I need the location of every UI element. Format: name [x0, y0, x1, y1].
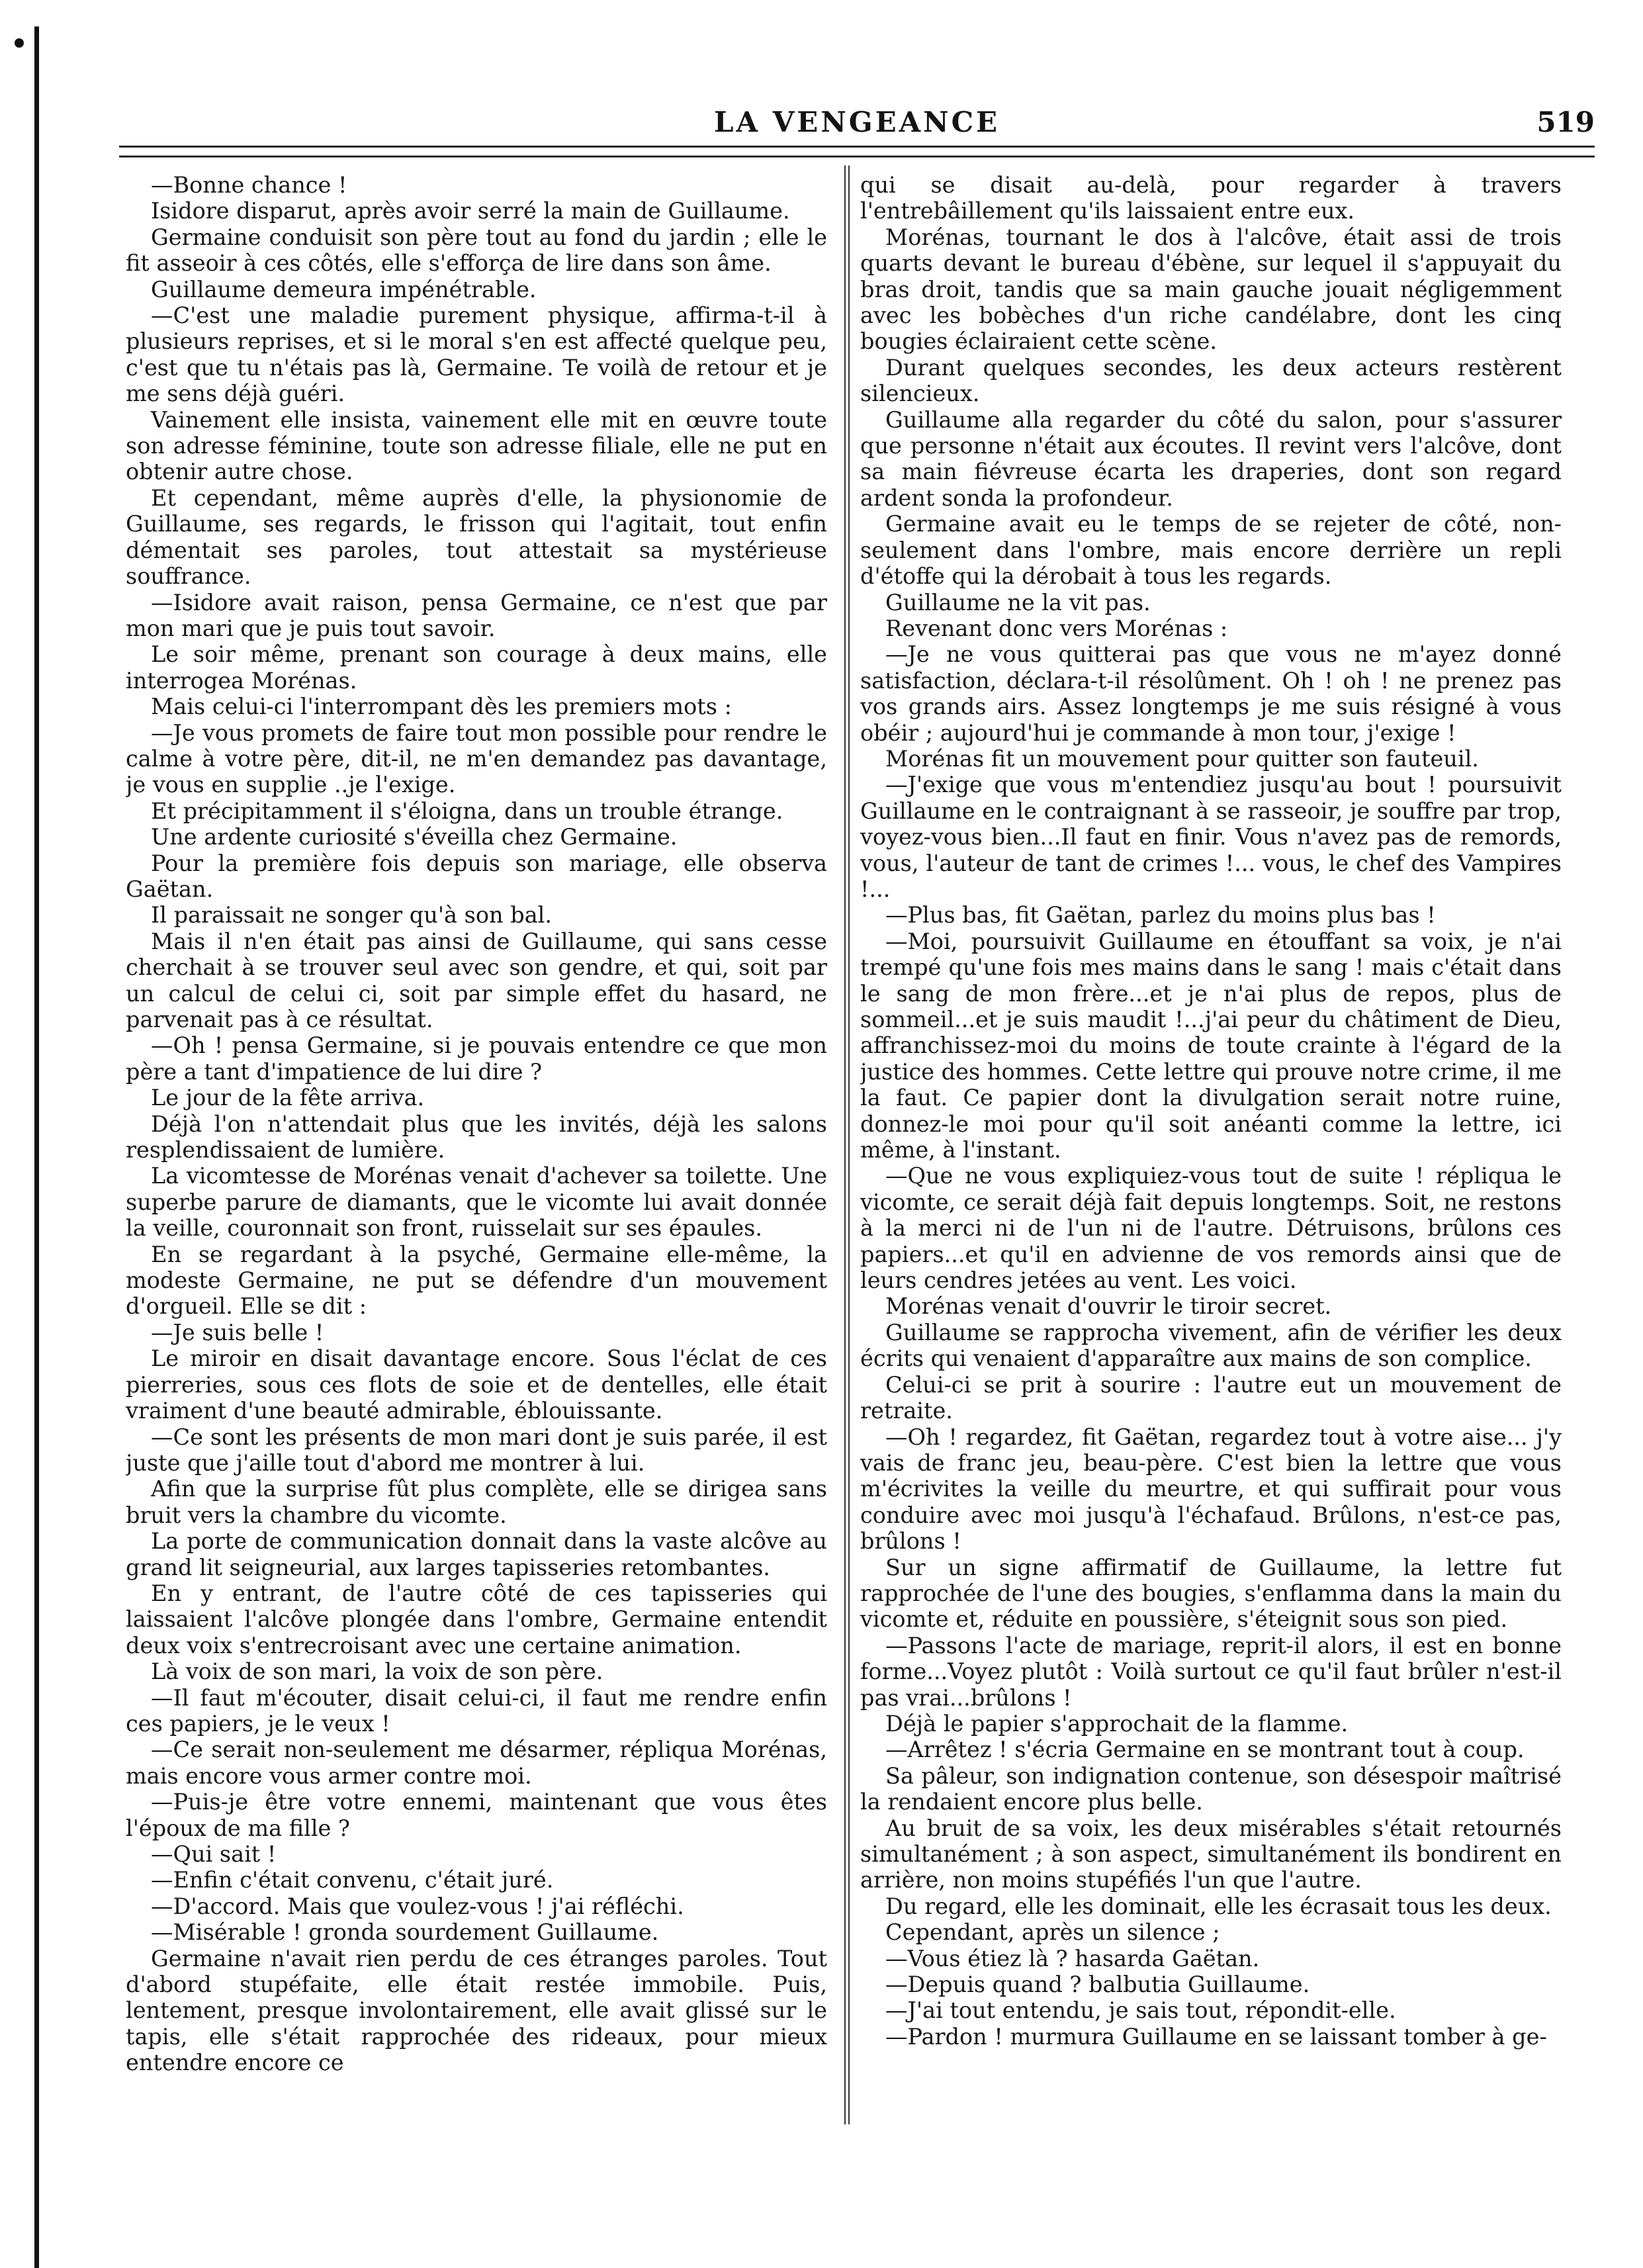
paragraph: Là voix de son mari, la voix de son père. — [151, 1658, 603, 1685]
paragraph: Guillaume se rapprocha vivement, afin de vérifier les deux écrits qui venaient d'apparaître aux mains de son complice. — [860, 1319, 1562, 1372]
paragraph: —Plus bas, fit Gaëtan, parlez du moins plus bas ! — [885, 902, 1436, 929]
paragraph: Au bruit de sa voix, les deux misérables s'était retournés simultanément ; à son aspect, simultanément ils bondirent en arrière, non moins stupéfiés l'un que l'autre. — [860, 1815, 1562, 1893]
paragraph: —Je suis belle ! — [151, 1319, 324, 1345]
paragraph: Déjà l'on n'attendait plus que les invités, déjà les salons resplendissaient de lumière. — [126, 1111, 827, 1163]
paragraph: —Je vous promets de faire tout mon possible pour rendre le calme à votre père, dit-il, ne m'en demandez pas davantage, je vous en supplie ..je l'exige. — [126, 719, 827, 798]
paragraph: —Oh ! regardez, fit Gaëtan, regardez tout à votre aise... j'y vais de franc jeu, beau-père. C'est bien la lettre que vous m'écrivites la veille du meurtre, et qui suffirait pour vous conduire avec moi jusqu'à l'échafaud. Brûlons, n'est-ce pas, brûlons ! — [860, 1424, 1562, 1555]
paragraph: —Passons l'acte de mariage, reprit-il alors, il est en bonne forme...Voyez plutôt : Voilà surtout ce qu'il faut brûler n'est-il pas vrai...brûlons ! — [860, 1632, 1562, 1711]
paragraph: —Je ne vous quitterai pas que vous ne m'ayez donné satisfaction, déclara-t-il résolûment. Oh ! oh ! ne prenez pas vos grands airs. Assez longtemps je me suis résigné à vous obéir ; aujourd'hui je commande à mon tour, j'exige ! — [860, 641, 1562, 746]
paragraph: —Qui sait ! — [151, 1841, 277, 1867]
paragraph: Mais il n'en était pas ainsi de Guillaume, qui sans cesse cherchait à se trouver seul avec son gendre, et qui, soit par un calcul de celui ci, soit par simple effet du hasard, ne parvenait pas à ce résultat. — [126, 928, 827, 1032]
paragraph: La vicomtesse de Morénas venait d'achever sa toilette. Une superbe parure de diamants, que le vicomte lui avait donnée la veille, couronnait son front, ruisselait sur ses épaules. — [126, 1163, 827, 1242]
paragraph: Une ardente curiosité s'éveilla chez Germaine. — [151, 824, 678, 850]
page-number: 519 — [1536, 106, 1595, 138]
binding-edge — [34, 26, 39, 2268]
paragraph: Guillaume ne la vit pas. — [885, 589, 1151, 615]
paragraph: Sur un signe affirmatif de Guillaume, la lettre fut rapprochée de l'une des bougies, s'enflamma dans la main du vicomte et, réduite en poussière, s'éteignit sous son pied. — [860, 1554, 1562, 1633]
paragraph: —Depuis quand ? balbutia Guillaume. — [885, 1972, 1310, 1998]
paragraph: —Enfin c'était convenu, c'était juré. — [151, 1867, 554, 1893]
paragraph: qui se disait au-delà, pour regarder à travers l'entrebâillement qu'ils laissaient entre eux. — [860, 172, 1562, 224]
paragraph: Mais celui-ci l'interrompant dès les premiers mots : — [151, 694, 732, 720]
paragraph: Il paraissait ne songer qu'à son bal. — [151, 902, 553, 929]
column-divider — [844, 165, 846, 2124]
paragraph: Isidore disparut, après avoir serré la main de Guillaume. — [151, 198, 790, 224]
paragraph: —Puis-je être votre ennemi, maintenant que vous êtes l'époux de ma fille ? — [126, 1789, 827, 1841]
paragraph: —Que ne vous expliquiez-vous tout de suite ! répliqua le vicomte, ce serait déjà fait depuis longtemps. Soit, ne restons à la merci ni de l'un ni de l'autre. Détruisons, brûlons ces papiers...et qu'il en advienne de vos remords ainsi que de leurs cendres jetées au vent. Les voici. — [860, 1163, 1562, 1294]
paragraph: Germaine avait eu le temps de se rejeter de côté, non-seulement dans l'ombre, mais encore derrière un repli d'étoffe qui la dérobait à tous les regards. — [860, 511, 1562, 590]
paragraph: Durant quelques secondes, les deux acteurs restèrent silencieux. — [860, 354, 1562, 407]
left-column — [126, 172, 827, 2244]
paragraph: Morénas fit un mouvement pour quitter son fauteuil. — [885, 745, 1479, 772]
paragraph: Revenant donc vers Morénas : — [885, 615, 1228, 641]
paragraph: —J'ai tout entendu, je sais tout, répondit-elle. — [885, 1997, 1396, 2024]
paragraph: Germaine n'avait rien perdu de ces étranges paroles. Tout d'abord stupéfaite, elle était restée immobile. Puis, lentement, presque involontairement, elle avait glissé sur le tapis, elle s'était rapprochée des rideaux, pour mieux entendre encore ce — [126, 1945, 827, 2076]
paragraph: —Ce sont les présents de mon mari dont je suis parée, il est juste que j'aille tout d'abord me montrer à lui. — [126, 1424, 827, 1476]
paragraph: La porte de communication donnait dans la vaste alcôve au grand lit seigneurial, aux larges tapisseries retombantes. — [126, 1528, 827, 1580]
paragraph: —Il faut m'écouter, disait celui-ci, il faut me rendre enfin ces papiers, je le veux ! — [126, 1684, 827, 1737]
paragraph: —Misérable ! gronda sourdement Guillaume. — [151, 1919, 659, 1946]
paragraph: Guillaume alla regarder du côté du salon, pour s'assurer que personne n'était aux écoutes. Il revint vers l'alcôve, dont sa main fiévreuse écarta les draperies, dont son regard ardent sonda la profondeur. — [860, 406, 1562, 511]
paragraph: Cependant, après un silence ; — [885, 1919, 1220, 1946]
paragraph: Germaine conduisit son père tout au fond du jardin ; elle le fit asseoir à ces côtés, elle s'efforça de lire dans son âme. — [126, 224, 827, 277]
paragraph: —Ce serait non-seulement me désarmer, répliqua Morénas, mais encore vous armer contre moi. — [126, 1737, 827, 1789]
paragraph: —Moi, poursuivit Guillaume en étouffant sa voix, je n'ai trempé qu'une fois mes mains dans le sang ! mais c'était dans le sang de mon frère...et je n'ai plus de repos, plus de sommeil...et je suis maudit !...j'ai peur du châtiment de Dieu, affranchissez-moi du moins de toute crainte à l'égard de la justice des hommes. Cette lettre qui prouve notre crime, il me la faut. Ce papier dont la divulgation serait notre ruine, donnez-le moi pour qu'il soit anéanti comme la lettre, ici même, à l'instant. — [860, 928, 1562, 1163]
paragraph: —Oh ! pensa Germaine, si je pouvais entendre ce que mon père a tant d'impatience de lui dire ? — [126, 1032, 827, 1085]
paragraph: Pour la première fois depuis son mariage, elle observa Gaëtan. — [126, 850, 827, 902]
paragraph: Vainement elle insista, vainement elle mit en œuvre toute son adresse féminine, toute son adresse filiale, elle ne put en obtenir autre chose. — [126, 406, 827, 485]
paragraph: Morénas venait d'ouvrir le tiroir secret. — [885, 1293, 1332, 1320]
running-title: LA VENGEANCE — [713, 106, 1000, 138]
paragraph: —C'est une maladie purement physique, affirma-t-il à plusieurs reprises, et si le moral s'en est affecté quelque peu, c'est que tu n'étais pas là, Germaine. Te voilà de retour et je me sens déjà guéri. — [126, 302, 827, 407]
paragraph: Le miroir en disait davantage encore. Sous l'éclat de ces pierreries, sous ces flots de soie et de dentelles, elle était vraiment d'une beauté admirable, éblouissante. — [126, 1345, 827, 1424]
binding-mark — [15, 38, 24, 48]
paragraph: Du regard, elle les dominait, elle les écrasait tous les deux. — [885, 1893, 1552, 1919]
paragraph: Celui-ci se prit à sourire : l'autre eut un mouvement de retraite. — [860, 1371, 1562, 1424]
paragraph: Afin que la surprise fût plus complète, elle se dirigea sans bruit vers la chambre du vicomte. — [126, 1476, 827, 1528]
paragraph: —J'exige que vous m'entendiez jusqu'au bout ! poursuivit Guillaume en le contraignant à se rasseoir, je souffre par trop, voyez-vous bien...Il faut en finir. Vous n'avez pas de remords, vous, l'auteur de tant de crimes !... vous, le chef des Vampires !... — [860, 772, 1562, 902]
column-divider — [848, 165, 850, 2124]
paragraph: Déjà le papier s'approchait de la flamme. — [885, 1710, 1349, 1737]
paragraph: —D'accord. Mais que voulez-vous ! j'ai réfléchi. — [151, 1893, 684, 1919]
header-rule — [119, 146, 1595, 158]
paragraph: Morénas, tournant le dos à l'alcôve, était assi de trois quarts devant le bureau d'ébène, sur lequel il s'appuyait du bras droit, tandis que sa main gauche jouait négligemment avec les bobèches d'un riche candélabre, dont les cinq bougies éclairaient cette scène. — [860, 224, 1562, 355]
paragraph: —Bonne chance ! — [151, 172, 347, 198]
paragraph: Guillaume demeura impénétrable. — [151, 276, 537, 302]
paragraph: En y entrant, de l'autre côté de ces tapisseries qui laissaient l'alcôve plongée dans l'ombre, Germaine entendit deux voix s'entrecroisant avec une certaine animation. — [126, 1580, 827, 1658]
paragraph: Le jour de la fête arriva. — [151, 1085, 425, 1111]
paragraph: Et cependant, même auprès d'elle, la physionomie de Guillaume, ses regards, le frisson qui l'agitait, tout enfin démentait ses paroles, tout attestait sa mystérieuse souffrance. — [126, 484, 827, 590]
page-header — [119, 106, 1595, 146]
paragraph: En se regardant à la psyché, Germaine elle-même, la modeste Germaine, ne put se défendre d'un mouvement d'orgueil. Elle se dit : — [126, 1241, 827, 1320]
paragraph: —Arrêtez ! s'écria Germaine en se montrant tout à coup. — [885, 1737, 1525, 1763]
paragraph: —Pardon ! murmura Guillaume en se laissant tomber à ge- — [885, 2023, 1547, 2050]
paragraph: —Vous étiez là ? hasarda Gaëtan. — [885, 1945, 1260, 1972]
right-column — [860, 172, 1562, 2244]
paragraph: Le soir même, prenant son courage à deux mains, elle interrogea Morénas. — [126, 641, 827, 694]
paragraph: —Isidore avait raison, pensa Germaine, ce n'est que par mon mari que je puis tout savoir. — [126, 589, 827, 641]
paragraph: Sa pâleur, son indignation contenue, son désespoir maîtrisé la rendaient encore plus belle. — [860, 1762, 1562, 1815]
paragraph: Et précipitamment il s'éloigna, dans un trouble étrange. — [151, 797, 783, 824]
